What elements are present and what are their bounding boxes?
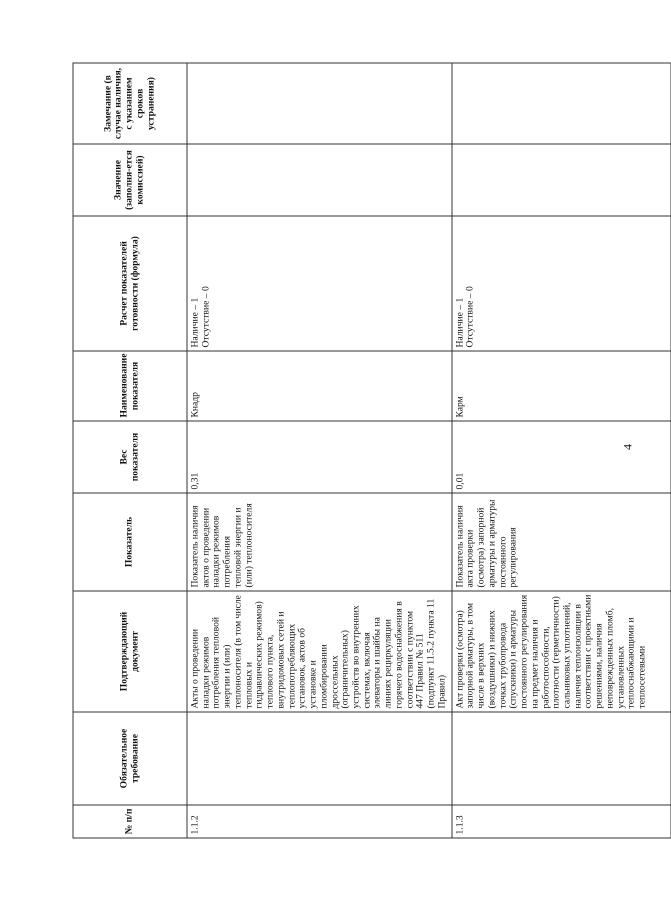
- header-remark: Замечание (в случае наличия, с указанием сроков устранения): [73, 63, 187, 144]
- cell-num: 1.1.3: [452, 805, 671, 838]
- header-document: Подтверждающий документ: [73, 591, 187, 712]
- cell-requirement: [187, 712, 452, 805]
- cell-indicator-name: Карм: [452, 351, 671, 421]
- cell-value: [187, 144, 452, 216]
- table-header-row: [73, 63, 187, 838]
- page-number: 4: [620, 444, 635, 450]
- table-row: [452, 63, 671, 838]
- cell-formula: Наличие – 1 Отсутствие – 0: [452, 216, 671, 351]
- header-formula: Расчет показателей готовности (формула): [73, 216, 187, 351]
- header-indicator: Показатель: [73, 493, 187, 591]
- cell-indicator-name: Кнадр: [187, 351, 452, 421]
- header-requirement: Обязательное требование: [73, 712, 187, 805]
- cell-weight: 0,31: [187, 421, 452, 493]
- header-num: № п/п: [73, 805, 187, 838]
- cell-indicator: Показатель наличия актов о проведении наладки режимов потребления тепловой энергии и (или) теплоносителя: [187, 493, 452, 591]
- cell-num: 1.1.2: [187, 805, 452, 838]
- cell-document: Акты о проведении наладки режимов потребления тепловой энергии и (или) теплоносителя (в том числе тепловых и гидравлических режимов) теплового пункта, внутридомовых сетей и теплопотребляющих установок, актов об установке и пломбировании дроссельных (ограничительных) устройств во внутренних системах, включая элеваторы и шайбы на линиях рециркуляции горячего водоснабжения в соответствии с пунктом 447 Правил № 511 (подпункт 11.5.2 пункта 11 Правил): [187, 591, 452, 712]
- cell-document: Акт проверки (осмотра) запорной арматуры, в том числе в верхних (воздушники) и нижних точках трубопровода (спускники) и арматуры постоянного регулирования на предмет наличия и работоспособности, плотности (герметичности) сальниковых уплотнений, наличия теплоизоляции в соответствии с проектными решениями, наличия неповрежденных пломб, установленных теплоснабжающими и теплосетевыми: [452, 591, 671, 712]
- cell-remark: [452, 63, 671, 144]
- header-weight: Вес показателя: [73, 421, 187, 493]
- cell-weight: 0,01: [452, 421, 671, 493]
- header-indicator-name: Наименование показателя: [73, 351, 187, 421]
- cell-formula: Наличие – 1 Отсутствие – 0: [187, 216, 452, 351]
- rotated-table-container: [73, 64, 648, 839]
- cell-indicator: Показатель наличия акта проверки (осмотра) запорной арматуры и арматуры постоянного регулирования: [452, 493, 671, 591]
- header-value: Значение (заполня-ется комиссией): [73, 144, 187, 216]
- requirements-table: [73, 63, 671, 839]
- cell-value: [452, 144, 671, 216]
- table-row: [187, 63, 452, 838]
- cell-requirement: [452, 712, 671, 805]
- cell-remark: [187, 63, 452, 144]
